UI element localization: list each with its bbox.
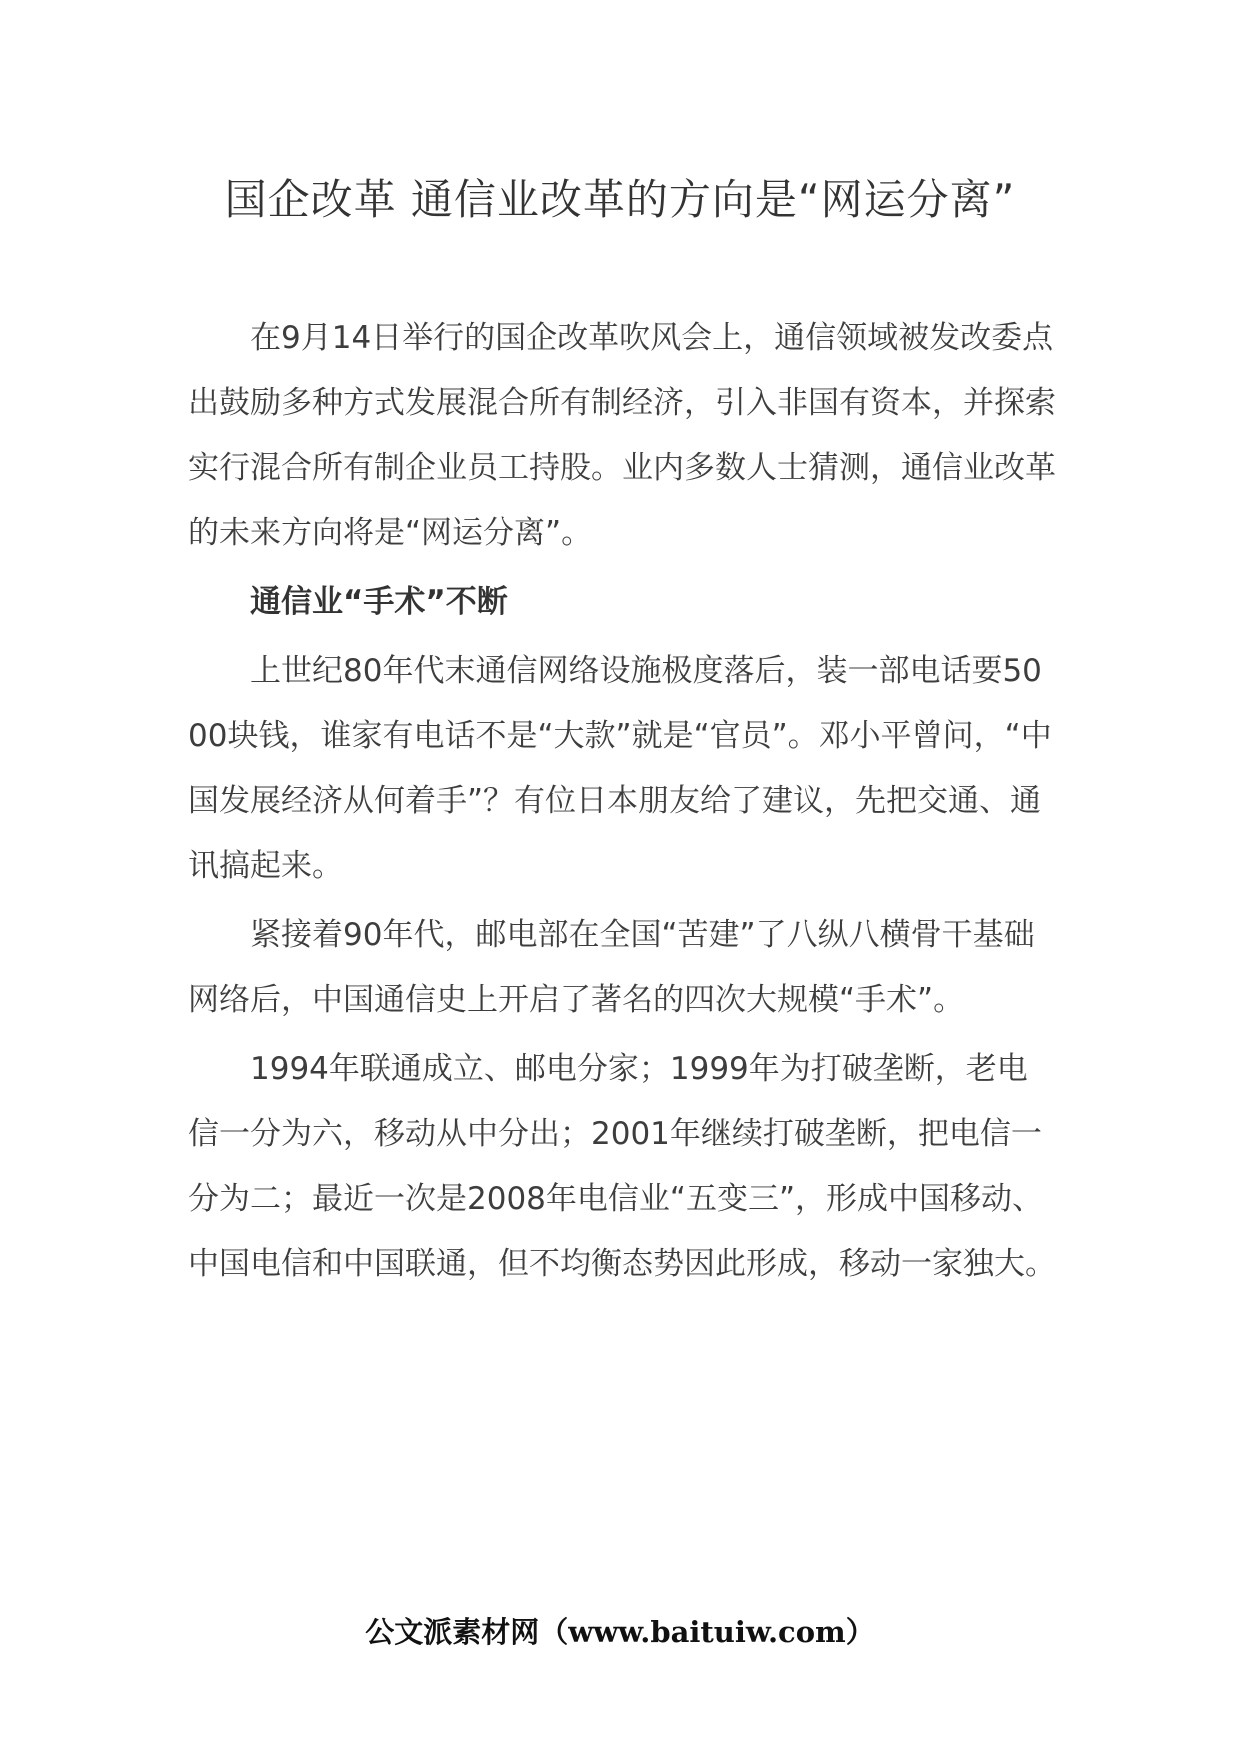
footer-source: 公文派素材网（www.baituiw.com） [365,1615,875,1649]
paragraph-nineties: 紧接着90年代，邮电部在全国“苦建”了八纵八横骨干基础网络后，中国通信史上开启了著名的四次大规模“手术”。 [188,917,1035,1018]
document-body [188,306,1058,1301]
paragraph-history: 上世纪80年代末通信网络设施极度落后，装一部电话要5000块钱，谁家有电话不是“大款”就是“官员”。邓小平曾问，“中国发展经济从何着手”？有位日本朋友给了建议，先把交通、通讯搞起来。 [188,653,1052,884]
section-heading: 通信业“手术”不断 [250,584,508,620]
paragraph-reforms: 1994年联通成立、邮电分家；1999年为打破垄断，老电信一分为六，移动从中分出；2001年继续打破垄断，把电信一分为二；最近一次是2008年电信业“五变三”，形成中国移动、中国电信和中国联通，但不均衡态势因此形成，移动一家独大。 [188,1051,1056,1282]
paragraph-intro: 在9月14日举行的国企改革吹风会上，通信领域被发改委点出鼓励多种方式发展混合所有制经济，引入非国有资本，并探索实行混合所有制企业员工持股。业内多数人士猜测，通信业改革的未来方向将是“网运分离”。 [188,320,1056,551]
document-title: 国企改革 通信业改革的方向是“网运分离” [224,175,1016,224]
